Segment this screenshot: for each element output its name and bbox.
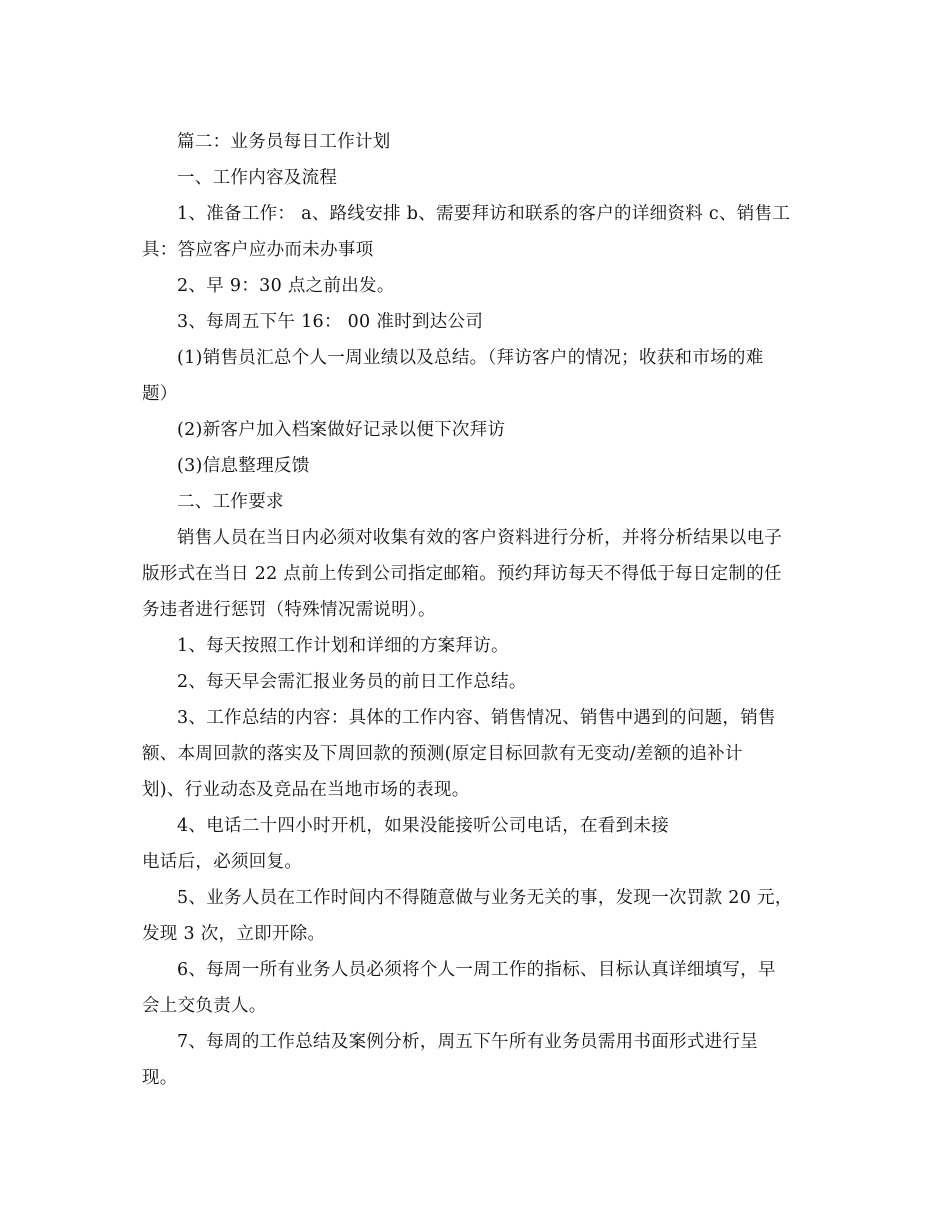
paragraph-line: 题） <box>142 384 178 404</box>
paragraph-line: (2)新客户加入档案做好记录以便下次拜访 <box>177 420 506 440</box>
paragraph-line: 7、每周的工作总结及案例分析，周五下午所有业务员需用书面形式进行呈 <box>177 1032 759 1052</box>
paragraph <box>142 412 826 448</box>
paragraph <box>142 1024 826 1096</box>
paragraph <box>142 448 826 484</box>
paragraph-line: 5、业务人员在工作时间内不得随意做与业务无关的事，发现一次罚款 20 元， <box>177 888 793 908</box>
paragraph-line: (3)信息整理反馈 <box>177 456 310 476</box>
paragraph-line: 会上交负责人。 <box>142 996 267 1016</box>
paragraph-line: 3、工作总结的内容：具体的工作内容、销售情况、销售中遇到的问题，销售 <box>177 708 776 728</box>
paragraph <box>142 304 826 340</box>
paragraph-line: 划)、行业动态及竞品在当地市场的表现。 <box>142 780 470 800</box>
paragraph-line: 6、每周一所有业务人员必须将个人一周工作的指标、目标认真详细填写，早 <box>177 960 776 980</box>
paragraph-line: 额、本周回款的落实及下周回款的预测(原定目标回款有无变动/差额的追补计 <box>142 744 743 764</box>
paragraph-line: 2、早 9：30 点之前出发。 <box>177 276 395 296</box>
paragraph <box>142 340 826 412</box>
paragraph <box>142 160 826 196</box>
paragraph-line: 电话后，必须回复。 <box>142 852 303 872</box>
paragraph <box>142 952 826 1024</box>
paragraph-line: 二、工作要求 <box>177 492 284 512</box>
paragraph-line: 版形式在当日 22 点前上传到公司指定邮箱。预约拜访每天不得低于每日定制的任 <box>142 564 782 584</box>
paragraph-line: 3、每周五下午 16： 00 准时到达公司 <box>177 312 484 332</box>
paragraph <box>142 196 826 268</box>
paragraph-line: 现。 <box>142 1068 178 1088</box>
paragraph <box>142 628 826 664</box>
paragraph-line: 具：答应客户应办而未办事项 <box>142 240 374 260</box>
paragraph-line: 1、准备工作： a、路线安排 b、需要拜访和联系的客户的详细资料 c、销售工 <box>177 204 791 224</box>
paragraph-line: 一、工作内容及流程 <box>177 168 338 188</box>
paragraph <box>142 808 826 880</box>
paragraph <box>142 520 826 628</box>
paragraph <box>142 664 826 700</box>
paragraph <box>142 484 826 520</box>
paragraph-line: 销售人员在当日内必须对收集有效的客户资料进行分析，并将分析结果以电子 <box>177 528 783 548</box>
title-text: 篇二：业务员每日工作计划 <box>177 132 391 152</box>
document-title <box>142 124 826 160</box>
paragraph <box>142 268 826 304</box>
document-body <box>142 124 826 1096</box>
paragraph-list <box>142 160 826 1096</box>
paragraph-line: 4、电话二十四小时开机，如果没能接听公司电话，在看到未接 <box>177 816 670 836</box>
paragraph-line: 2、每天早会需汇报业务员的前日工作总结。 <box>177 672 527 692</box>
paragraph-line: 1、每天按照工作计划和详细的方案拜访。 <box>177 636 509 656</box>
paragraph-line: 务违者进行惩罚（特殊情况需说明）。 <box>142 600 436 620</box>
paragraph-line: (1)销售员汇总个人一周业绩以及总结。（拜访客户的情况；收获和市场的难 <box>177 348 764 368</box>
paragraph <box>142 700 826 808</box>
paragraph-line: 发现 3 次，立即开除。 <box>142 924 326 944</box>
paragraph <box>142 880 826 952</box>
